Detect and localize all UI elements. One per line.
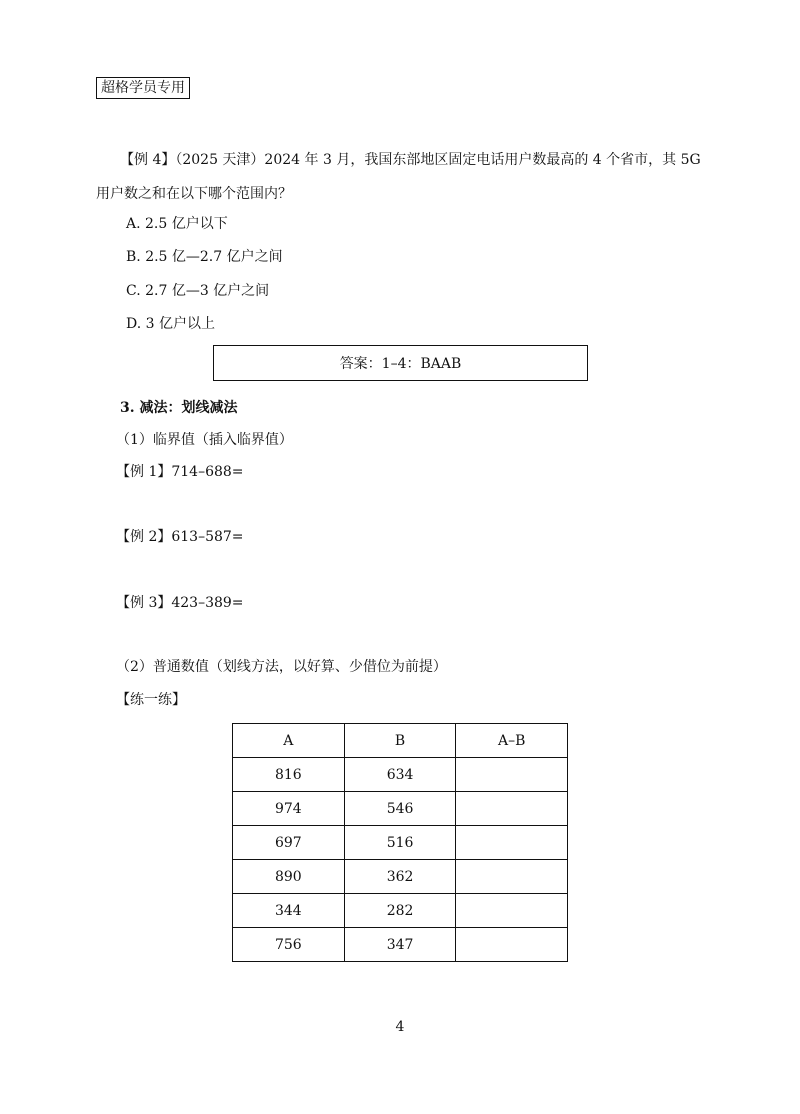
example-4-question-line-2: 用户数之和在以下哪个范围内？ [96, 186, 292, 202]
practice-table [232, 723, 568, 962]
option-d: D. 3 亿户以上 [126, 316, 215, 332]
table-header-row [233, 724, 568, 758]
column-header-a: A [233, 724, 345, 758]
answer-text: 答案：1–4：BAAB [339, 356, 462, 372]
option-c: C. 2.7 亿—3 亿户之间 [126, 283, 270, 299]
cell-a: 344 [233, 894, 345, 928]
cell-b: 634 [344, 758, 456, 792]
cell-answer[interactable] [456, 928, 568, 962]
cell-a: 890 [233, 860, 345, 894]
option-b: B. 2.5 亿—2.7 亿户之间 [126, 249, 283, 265]
table-row [233, 860, 568, 894]
cell-answer[interactable] [456, 792, 568, 826]
example-1: 【例 1】714–688= [116, 464, 244, 480]
cell-b: 546 [344, 792, 456, 826]
cell-b: 282 [344, 894, 456, 928]
cell-a: 816 [233, 758, 345, 792]
cell-b: 347 [344, 928, 456, 962]
subsection-2-heading: （2）普通数值（划线方法，以好算、少借位为前提） [116, 659, 447, 675]
cell-answer[interactable] [456, 826, 568, 860]
example-2: 【例 2】613–587= [116, 529, 244, 545]
subsection-1-heading: （1）临界值（插入临界值） [116, 432, 293, 448]
option-a: A. 2.5 亿户以下 [126, 216, 228, 232]
cell-answer[interactable] [456, 860, 568, 894]
student-only-stamp: 超格学员专用 [96, 77, 190, 99]
example-3: 【例 3】423–389= [116, 595, 244, 611]
cell-b: 362 [344, 860, 456, 894]
column-header-b: B [344, 724, 456, 758]
practice-title: 【练一练】 [116, 692, 186, 708]
table-row [233, 758, 568, 792]
answer-box [213, 345, 588, 381]
column-header-a-minus-b: A–B [456, 724, 568, 758]
cell-answer[interactable] [456, 894, 568, 928]
table-row [233, 894, 568, 928]
page-number: 4 [395, 1019, 405, 1035]
table-row [233, 826, 568, 860]
example-4-question-line-1: 【例 4】（2025 天津）2024 年 3 月，我国东部地区固定电话用户数最高的 4 个省市，其 5G [120, 152, 701, 168]
cell-b: 516 [344, 826, 456, 860]
cell-a: 974 [233, 792, 345, 826]
table-row [233, 792, 568, 826]
table-row [233, 928, 568, 962]
section-3-heading: 3. 减法：划线减法 [120, 400, 238, 416]
cell-answer[interactable] [456, 758, 568, 792]
cell-a: 697 [233, 826, 345, 860]
cell-a: 756 [233, 928, 345, 962]
